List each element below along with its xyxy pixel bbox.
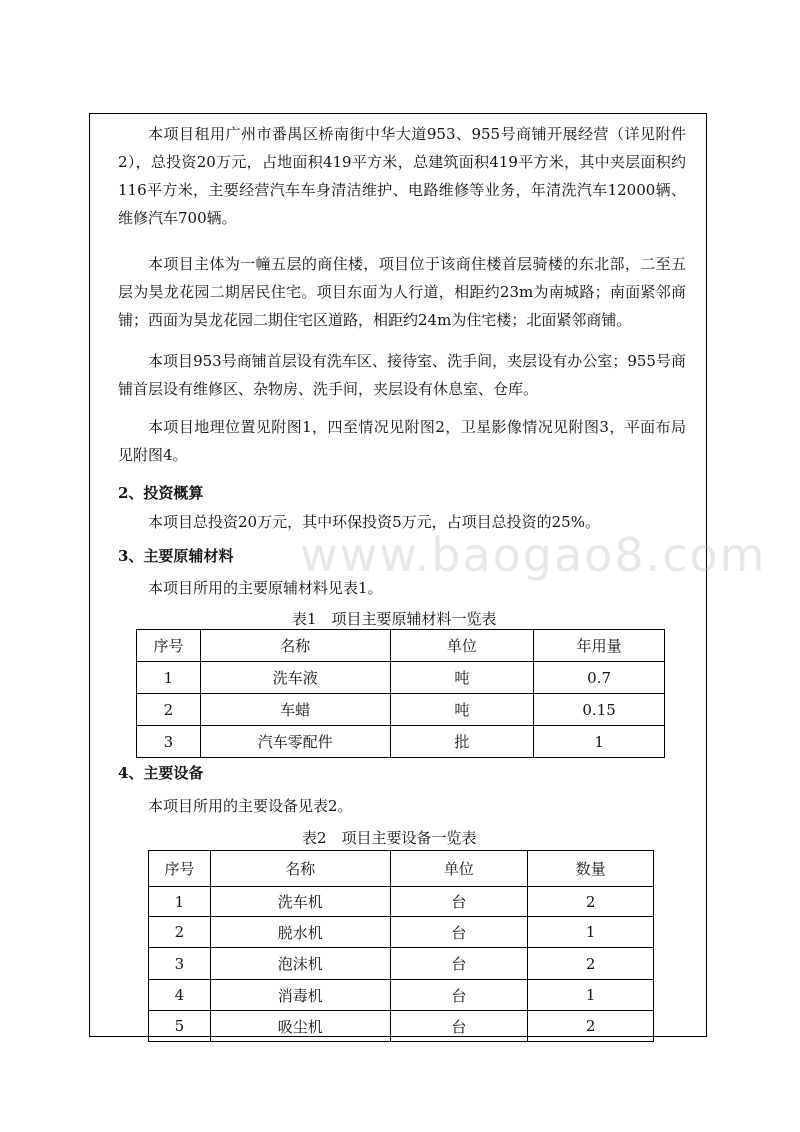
materials-table xyxy=(136,629,665,758)
table-cell: 2 xyxy=(528,887,654,917)
table-cell: 0.7 xyxy=(534,662,665,694)
table-cell: 洗车机 xyxy=(210,887,390,917)
table-cell: 吨 xyxy=(390,694,534,726)
paragraph-layout: 本项目953号商铺首层设有洗车区、接待室、洗手间，夹层设有办公室；955号商铺首层设有维修区、杂物房、洗手间，夹层设有休息室、仓库。 xyxy=(118,352,686,398)
watermark: www.baogao8.com xyxy=(300,528,767,582)
table-cell: 2 xyxy=(528,948,654,980)
table-header-cell: 年用量 xyxy=(534,630,665,662)
table-row xyxy=(137,726,665,758)
table-cell: 5 xyxy=(149,1011,211,1042)
table-cell: 2 xyxy=(528,1011,654,1042)
table-cell: 台 xyxy=(390,948,528,980)
table-cell: 消毒机 xyxy=(210,980,390,1011)
section-4-text: 本项目所用的主要设备见表2。 xyxy=(148,797,353,815)
section-2-heading: 2、投资概算 xyxy=(118,484,204,502)
table-cell: 车蜡 xyxy=(200,694,390,726)
section-4-heading: 4、主要设备 xyxy=(118,764,204,782)
paragraph-project-overview: 本项目租用广州市番禺区桥南街中华大道953、955号商铺开展经营（详见附件2），总投资20万元，占地面积419平方米，总建筑面积419平方米，其中夹层面积约116平方米，主要经营汽车车身清洁维护、电路维修等业务，年清洗汽车12000辆、维修汽车700辆。 xyxy=(118,125,686,227)
table-cell: 4 xyxy=(149,980,211,1011)
table-cell: 吨 xyxy=(390,662,534,694)
table-header-row xyxy=(137,630,665,662)
table-cell: 批 xyxy=(390,726,534,758)
paragraph-figures: 本项目地理位置见附图1，四至情况见附图2，卫星影像情况见附图3，平面布局见附图4。 xyxy=(118,418,686,464)
table-2-caption: 表2 项目主要设备一览表 xyxy=(302,829,477,847)
table-row xyxy=(137,694,665,726)
table-cell: 泡沫机 xyxy=(210,948,390,980)
table-header-cell: 数量 xyxy=(528,851,654,887)
table-cell: 1 xyxy=(137,662,201,694)
table-row xyxy=(149,980,654,1011)
table-cell: 2 xyxy=(137,694,201,726)
section-3-heading: 3、主要原辅材料 xyxy=(118,547,234,565)
table-cell: 3 xyxy=(137,726,201,758)
table-cell: 1 xyxy=(534,726,665,758)
table-row xyxy=(137,662,665,694)
table-cell: 台 xyxy=(390,917,528,948)
table-cell: 脱水机 xyxy=(210,917,390,948)
table-row xyxy=(149,948,654,980)
table-cell: 台 xyxy=(390,1011,528,1042)
table-cell: 1 xyxy=(149,887,211,917)
table-header-cell: 单位 xyxy=(390,630,534,662)
table-header-cell: 名称 xyxy=(200,630,390,662)
table-cell: 2 xyxy=(149,917,211,948)
table-cell: 台 xyxy=(390,887,528,917)
table-row xyxy=(149,887,654,917)
table-cell: 吸尘机 xyxy=(210,1011,390,1042)
table-cell: 1 xyxy=(528,917,654,948)
table-cell: 洗车液 xyxy=(200,662,390,694)
table-row xyxy=(149,917,654,948)
table-header-cell: 单位 xyxy=(390,851,528,887)
table-header-cell: 序号 xyxy=(137,630,201,662)
equipment-table xyxy=(148,850,654,1042)
table-cell: 3 xyxy=(149,948,211,980)
table-header-row xyxy=(149,851,654,887)
table-header-cell: 序号 xyxy=(149,851,211,887)
table-row xyxy=(149,1011,654,1042)
table-header-cell: 名称 xyxy=(210,851,390,887)
section-2-text: 本项目总投资20万元，其中环保投资5万元，占项目总投资的25%。 xyxy=(148,513,600,531)
table-cell: 台 xyxy=(390,980,528,1011)
table-cell: 0.15 xyxy=(534,694,665,726)
section-3-text: 本项目所用的主要原辅材料见表1。 xyxy=(148,579,383,597)
table-1-caption: 表1 项目主要原辅材料一览表 xyxy=(292,610,497,628)
table-cell: 1 xyxy=(528,980,654,1011)
table-cell: 汽车零配件 xyxy=(200,726,390,758)
paragraph-location: 本项目主体为一幢五层的商住楼，项目位于该商住楼首层骑楼的东北部，二至五层为昊龙花园二期居民住宅。项目东面为人行道，相距约23m为南城路；南面紧邻商铺；西面为昊龙花园二期住宅区道路，相距约24m为住宅楼；北面紧邻商铺。 xyxy=(118,255,686,329)
